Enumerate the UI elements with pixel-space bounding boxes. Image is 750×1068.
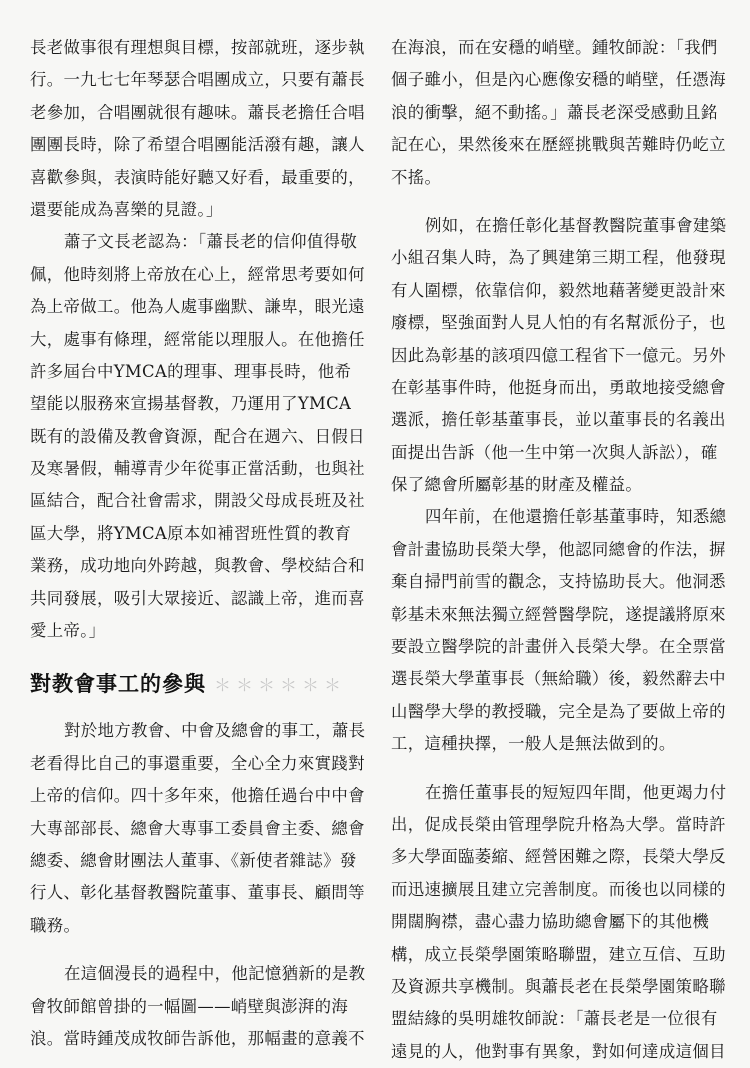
- text-line: 蕭子文長老認為：「蕭長老的信仰值得敬: [64, 232, 358, 252]
- text-line: 區大學，將YMCA原本如補習班性質的教育: [30, 523, 352, 543]
- text-line: 區結合，配合社會需求，開設父母成長班及社: [30, 491, 365, 511]
- text-line: 山醫學大學的教授職，完全是為了要做上帝的: [391, 701, 726, 721]
- text-line: 選派，擔任彰基董事長，並以董事長的名義出: [391, 410, 726, 430]
- text-line: 佩，他時刻將上帝放在心上，經常思考要如何: [30, 264, 365, 284]
- text-line: 不搖。: [391, 167, 442, 187]
- text-line: 愛上帝。」: [30, 621, 106, 641]
- text-line: 行。一九七七年琴瑟合唱團成立，只要有蕭長: [30, 70, 365, 90]
- text-line: 業務，成功地向外跨越，與教會、學校結合和: [30, 556, 365, 576]
- text-line: 老看得比自己的事還重要，全心全力來實踐對: [30, 753, 365, 773]
- section-heading: 對教會事工的參與: [30, 672, 206, 697]
- text-line: 及寒暑假，輔導青少年從事正當活動，也與社: [30, 459, 365, 479]
- paragraph: [391, 501, 726, 760]
- text-line: 在這個漫長的過程中，他記憶猶新的是教: [64, 964, 365, 984]
- text-line: 既有的設備及教會資源，配合在週六、日假日: [30, 426, 365, 446]
- text-line: 長老做事很有理想與目標，按部就班，逐步執: [30, 38, 365, 57]
- paragraph: [30, 958, 365, 1055]
- text-line: 共同發展，吸引大眾接近、認識上帝，進而喜: [30, 588, 365, 608]
- text-line: 浪。當時鍾茂成牧師告訴他，那幅畫的意義不: [30, 1028, 365, 1048]
- text-line: 許多屆台中YMCA的理事、理事長時，他希: [30, 361, 352, 381]
- text-line: 構，成立長榮學園策略聯盟，建立互信、互助: [391, 944, 726, 964]
- text-line: 例如，在擔任彰化基督教醫院董事會建築: [425, 215, 726, 235]
- text-line: 會牧師館曾掛的一幅圖——峭壁與澎湃的海: [30, 996, 349, 1016]
- paragraph: [30, 715, 365, 942]
- right-column: [391, 32, 726, 1068]
- text-line: 上帝的信仰。四十多年來，他擔任過台中中會: [30, 786, 365, 806]
- text-line: 保了總會所屬彰基的財產及權益。: [391, 475, 643, 495]
- text-line: 選長榮大學董事長（無給職）後，毅然辭去中: [391, 669, 726, 689]
- text-line: 浪的衝擊，絕不動搖。」蕭長老深受感動且銘: [391, 102, 718, 122]
- text-line: 團團長時，除了希望合唱團能活潑有趣，讓人: [30, 135, 365, 155]
- text-line: 在彰基事件時，他挺身而出，勇敢地接受總會: [391, 377, 726, 397]
- paragraph: [30, 32, 365, 226]
- paragraph: [391, 32, 726, 194]
- text-line: 遠見的人，他對事有異象，對如何達成這個目: [391, 1041, 726, 1061]
- text-line: 要設立醫學院的計畫併入長榮大學。在全票當: [391, 637, 726, 657]
- text-line: 棄自掃門前雪的觀念，支持協助長大。他洞悉: [391, 572, 726, 592]
- text-line: 有人圍標，依靠信仰，毅然地藉著變更設計來: [391, 280, 726, 300]
- text-line: 廢標，堅強面對人見人怕的有名幫派份子，也: [391, 313, 726, 333]
- text-line: 老參加，合唱團就很有趣味。蕭長老擔任合唱: [30, 102, 365, 122]
- decorative-stars: ＊＊＊＊＊＊: [214, 675, 346, 696]
- text-line: 喜歡參與，表演時能好聽又好看，最重要的，: [30, 167, 365, 187]
- text-line: 小組召集人時，為了興建第三期工程，他發現: [391, 248, 726, 268]
- text-line: 盟結緣的吳明雄牧師說：「蕭長老是一位很有: [391, 1009, 718, 1029]
- text-line: 而迅速擴展且建立完善制度。而後也以同樣的: [391, 879, 726, 899]
- text-line: 出，促成長榮由管理學院升格為大學。當時許: [391, 814, 726, 834]
- paragraph: [391, 210, 726, 502]
- text-line: 在海浪，而在安穩的峭壁。鍾牧師說：「我們: [391, 38, 718, 57]
- text-line: 會計畫協助長榮大學，他認同總會的作法，摒: [391, 539, 726, 559]
- text-line: 面提出告訴（他一生中第一次與人訴訟），確: [391, 442, 718, 462]
- text-line: 彰基未來無法獨立經營醫學院，遂提議將原來: [391, 604, 726, 624]
- left-column: [30, 32, 365, 1055]
- text-line: 記在心，果然後來在歷經挑戰與苦難時仍屹立: [391, 135, 726, 155]
- text-line: 多大學面臨萎縮、經營困難之際，長榮大學反: [391, 847, 726, 867]
- section-heading-row: [30, 651, 365, 715]
- text-line: 開闊胸襟，盡心盡力協助總會屬下的其他機: [391, 912, 710, 932]
- text-line: 四年前，在他還擔任彰基董事時，知悉總: [425, 507, 726, 527]
- text-line: 因此為彰基的該項四億工程省下一億元。另外: [391, 345, 726, 365]
- text-line: 為上帝做工。他為人處事幽默、謙卑，眼光遠: [30, 297, 365, 317]
- text-line: 總委、總會財團法人董事、《新使者雜誌》發: [30, 850, 357, 870]
- text-line: 個子雖小，但是內心應像安穩的峭壁，任憑海: [391, 70, 726, 90]
- text-line: 行人、彰化基督教醫院董事、董事長、顧問等: [30, 883, 365, 903]
- text-line: 對於地方教會、中會及總會的事工，蕭長: [64, 721, 365, 741]
- paragraph: [30, 226, 365, 647]
- text-line: 大專部部長、總會大專事工委員會主委、總會: [30, 818, 365, 838]
- text-line: 還要能成為喜樂的見證。」: [30, 199, 223, 219]
- text-line: 大，處事有條理，經常能以理服人。在他擔任: [30, 329, 365, 349]
- text-line: 及資源共享機制。與蕭長老在長榮學園策略聯: [391, 976, 726, 996]
- text-line: 望能以服務來宣揚基督教，乃運用了YMCA: [30, 394, 352, 414]
- text-line: 工，這種抉擇，一般人是無法做到的。: [391, 734, 676, 754]
- paragraph: [391, 777, 726, 1068]
- text-line: 在擔任董事長的短短四年間，他更竭力付: [425, 782, 726, 802]
- text-line: 職務。: [30, 915, 81, 935]
